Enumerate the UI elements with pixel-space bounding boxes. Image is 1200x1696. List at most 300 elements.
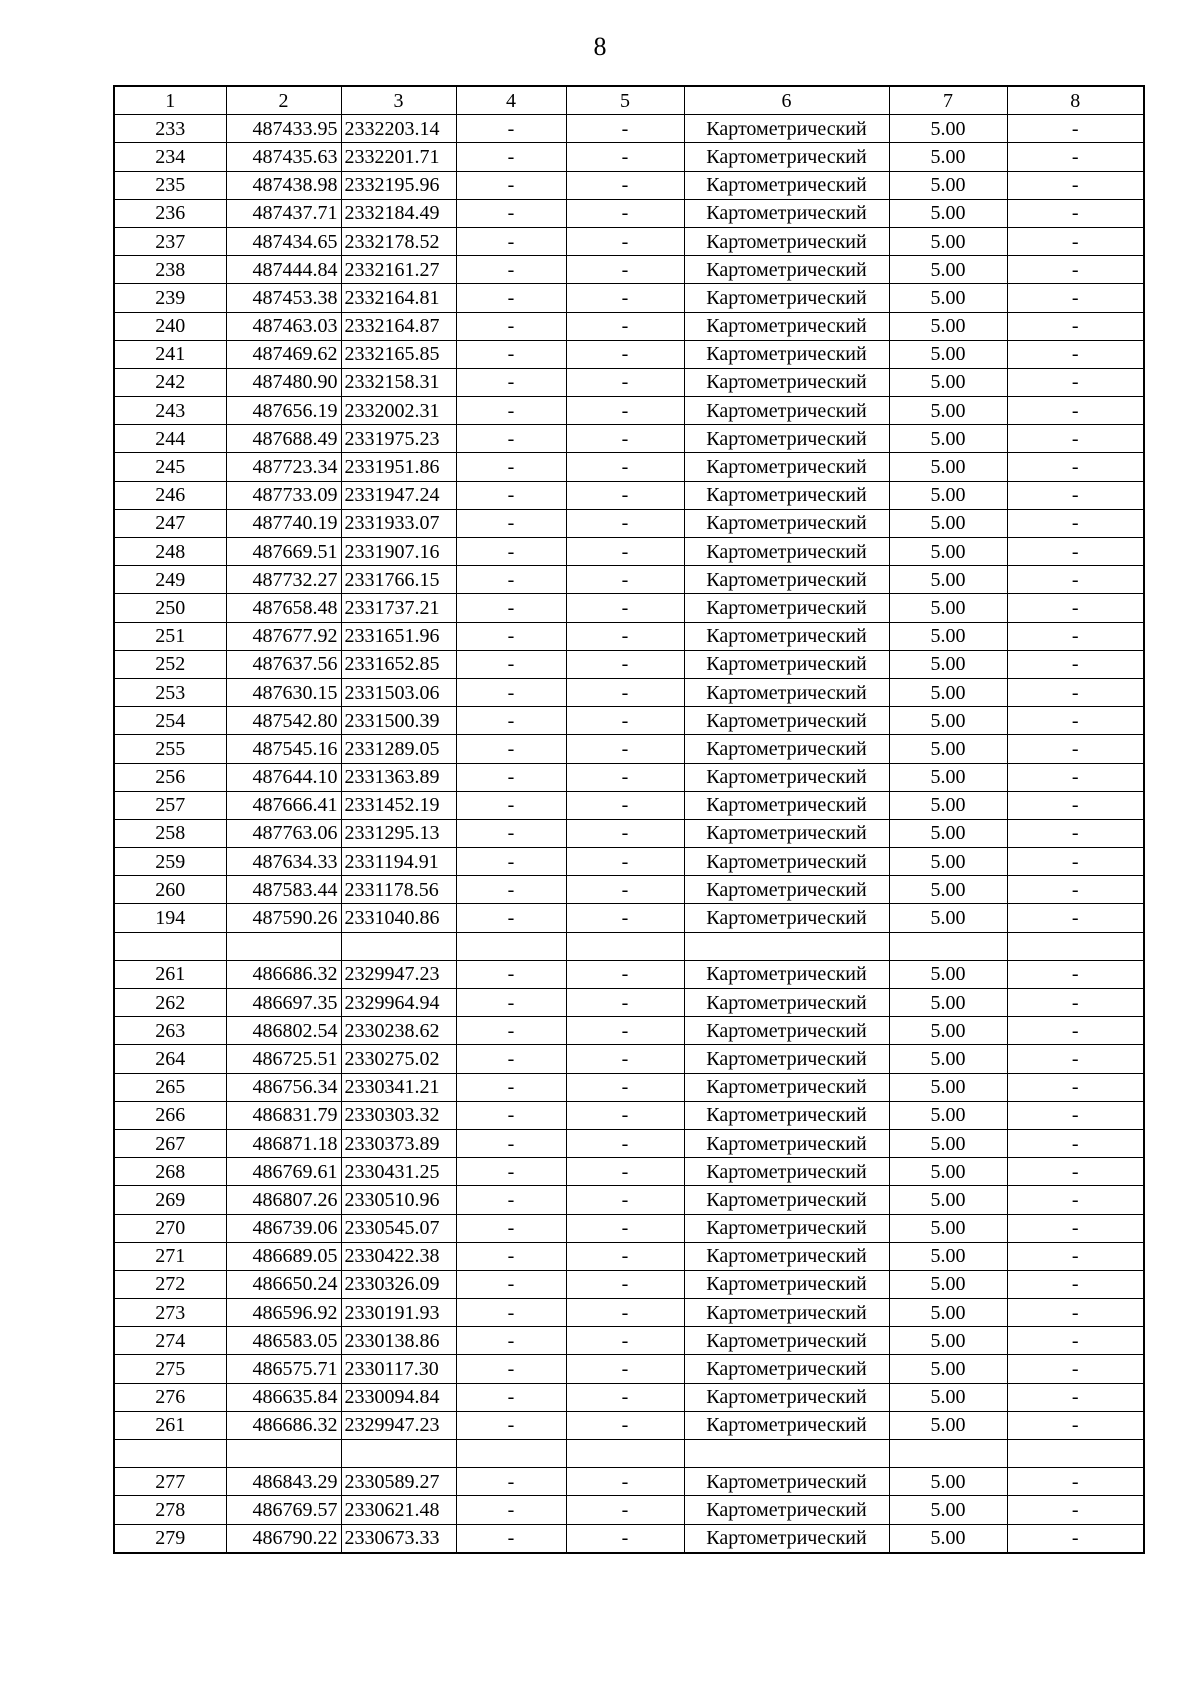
cell-col-4: -	[456, 904, 566, 932]
cell-point-number: 277	[114, 1468, 226, 1496]
cell-coord-y: 2330373.89	[341, 1129, 456, 1157]
cell-method: Картометрический	[684, 1073, 889, 1101]
cell-coord-x: 487656.19	[226, 397, 341, 425]
cell-col-5: -	[566, 678, 684, 706]
table-row	[114, 848, 1144, 876]
cell-col-8: -	[1007, 735, 1144, 763]
cell-col-5: -	[566, 425, 684, 453]
cell-coord-x: 486769.61	[226, 1158, 341, 1186]
cell-col-4: -	[456, 425, 566, 453]
cell-method: Картометрический	[684, 397, 889, 425]
cell-col-5: -	[566, 340, 684, 368]
cell-method: Картометрический	[684, 481, 889, 509]
cell-method: Картометрический	[684, 1101, 889, 1129]
table-row	[114, 1129, 1144, 1157]
cell-point-number: 241	[114, 340, 226, 368]
cell-accuracy: 5.00	[889, 989, 1007, 1017]
cell-point-number: 244	[114, 425, 226, 453]
cell-method: Картометрический	[684, 1158, 889, 1186]
cell-col-4: -	[456, 453, 566, 481]
cell-point-number: 268	[114, 1158, 226, 1186]
cell-col-5: -	[566, 481, 684, 509]
table-row	[114, 1158, 1144, 1186]
cell-accuracy: 5.00	[889, 1299, 1007, 1327]
cell-col-4: -	[456, 1073, 566, 1101]
cell-point-number: 266	[114, 1101, 226, 1129]
cell-accuracy: 5.00	[889, 199, 1007, 227]
table-row	[114, 1327, 1144, 1355]
cell-col-4: -	[456, 312, 566, 340]
cell-col-4: -	[456, 340, 566, 368]
cell-col-5: -	[566, 1496, 684, 1524]
cell-method: Картометрический	[684, 199, 889, 227]
cell-point-number: 240	[114, 312, 226, 340]
cell-col-8: -	[1007, 227, 1144, 255]
cell-accuracy: 5.00	[889, 678, 1007, 706]
cell-point-number	[114, 932, 226, 960]
cell-accuracy: 5.00	[889, 368, 1007, 396]
cell-col-5: -	[566, 284, 684, 312]
cell-coord-x: 486871.18	[226, 1129, 341, 1157]
cell-point-number: 265	[114, 1073, 226, 1101]
cell-point-number: 271	[114, 1242, 226, 1270]
cell-col-4: -	[456, 678, 566, 706]
cell-accuracy: 5.00	[889, 960, 1007, 988]
cell-col-5: -	[566, 1355, 684, 1383]
cell-point-number: 239	[114, 284, 226, 312]
cell-method: Картометрический	[684, 256, 889, 284]
cell-point-number: 243	[114, 397, 226, 425]
cell-accuracy: 5.00	[889, 509, 1007, 537]
cell-coord-y: 2329964.94	[341, 989, 456, 1017]
cell-point-number: 269	[114, 1186, 226, 1214]
cell-col-5: -	[566, 1411, 684, 1439]
cell-point-number: 233	[114, 115, 226, 143]
cell-accuracy: 5.00	[889, 707, 1007, 735]
cell-col-4: -	[456, 594, 566, 622]
cell-col-5: -	[566, 1327, 684, 1355]
cell-method: Картометрический	[684, 594, 889, 622]
cell-method: Картометрический	[684, 707, 889, 735]
cell-col-8: -	[1007, 876, 1144, 904]
cell-col-4: -	[456, 1158, 566, 1186]
cell-method: Картометрический	[684, 989, 889, 1017]
cell-col-5: -	[566, 622, 684, 650]
cell-coord-x: 486689.05	[226, 1242, 341, 1270]
cell-point-number: 267	[114, 1129, 226, 1157]
cell-coord-y: 2332164.81	[341, 284, 456, 312]
table-row	[114, 481, 1144, 509]
cell-coord-y: 2332161.27	[341, 256, 456, 284]
table-row	[114, 1383, 1144, 1411]
cell-coord-y: 2331651.96	[341, 622, 456, 650]
cell-col-8: -	[1007, 481, 1144, 509]
cell-point-number	[114, 1440, 226, 1468]
cell-point-number: 234	[114, 143, 226, 171]
cell-col-4: -	[456, 538, 566, 566]
cell-method: Картометрический	[684, 1468, 889, 1496]
cell-col-5	[566, 1440, 684, 1468]
cell-col-4: -	[456, 1101, 566, 1129]
cell-col-5: -	[566, 171, 684, 199]
cell-method: Картометрический	[684, 848, 889, 876]
cell-col-4: -	[456, 256, 566, 284]
cell-col-4: -	[456, 1327, 566, 1355]
cell-col-4: -	[456, 1129, 566, 1157]
cell-col-5: -	[566, 453, 684, 481]
cell-coord-y	[341, 932, 456, 960]
cell-col-8: -	[1007, 650, 1144, 678]
cell-method: Картометрический	[684, 678, 889, 706]
cell-accuracy: 5.00	[889, 284, 1007, 312]
cell-coord-x: 487453.38	[226, 284, 341, 312]
cell-point-number: 264	[114, 1045, 226, 1073]
cell-col-8: -	[1007, 368, 1144, 396]
cell-col-4: -	[456, 707, 566, 735]
cell-col-5: -	[566, 1045, 684, 1073]
cell-coord-x	[226, 1440, 341, 1468]
cell-coord-y: 2331933.07	[341, 509, 456, 537]
cell-accuracy: 5.00	[889, 566, 1007, 594]
cell-coord-y: 2332203.14	[341, 115, 456, 143]
cell-accuracy: 5.00	[889, 538, 1007, 566]
page-number: 8	[593, 32, 607, 61]
cell-col-8: -	[1007, 1496, 1144, 1524]
cell-coord-x: 486807.26	[226, 1186, 341, 1214]
cell-coord-y: 2330673.33	[341, 1524, 456, 1553]
cell-method: Картометрический	[684, 284, 889, 312]
cell-accuracy: 5.00	[889, 1242, 1007, 1270]
cell-col-5: -	[566, 1524, 684, 1553]
cell-point-number: 270	[114, 1214, 226, 1242]
cell-coord-y: 2329947.23	[341, 960, 456, 988]
cell-point-number: 194	[114, 904, 226, 932]
table-row	[114, 538, 1144, 566]
table-row	[114, 425, 1144, 453]
table-row	[114, 566, 1144, 594]
cell-col-4: -	[456, 1242, 566, 1270]
cell-accuracy: 5.00	[889, 227, 1007, 255]
cell-coord-x: 487480.90	[226, 368, 341, 396]
cell-col-8: -	[1007, 763, 1144, 791]
cell-method: Картометрический	[684, 904, 889, 932]
table-row	[114, 227, 1144, 255]
cell-accuracy: 5.00	[889, 650, 1007, 678]
cell-col-5: -	[566, 876, 684, 904]
cell-col-4: -	[456, 650, 566, 678]
cell-coord-y: 2331975.23	[341, 425, 456, 453]
table-row	[114, 1186, 1144, 1214]
cell-accuracy: 5.00	[889, 1411, 1007, 1439]
cell-col-4: -	[456, 509, 566, 537]
cell-method: Картометрический	[684, 1186, 889, 1214]
cell-coord-y: 2330275.02	[341, 1045, 456, 1073]
cell-point-number: 235	[114, 171, 226, 199]
cell-coord-y	[341, 1440, 456, 1468]
cell-coord-y: 2331040.86	[341, 904, 456, 932]
cell-col-4: -	[456, 1355, 566, 1383]
cell-accuracy: 5.00	[889, 143, 1007, 171]
cell-method: Картометрический	[684, 1270, 889, 1298]
cell-point-number: 274	[114, 1327, 226, 1355]
cell-col-4: -	[456, 1214, 566, 1242]
cell-coord-y: 2331766.15	[341, 566, 456, 594]
cell-col-8: -	[1007, 594, 1144, 622]
cell-point-number: 272	[114, 1270, 226, 1298]
cell-point-number: 250	[114, 594, 226, 622]
header-cell-1: 1	[114, 86, 226, 115]
cell-point-number: 247	[114, 509, 226, 537]
cell-col-8: -	[1007, 1073, 1144, 1101]
table-row	[114, 368, 1144, 396]
cell-method: Картометрический	[684, 960, 889, 988]
table-row	[114, 199, 1144, 227]
cell-coord-x: 487437.71	[226, 199, 341, 227]
cell-col-4: -	[456, 1496, 566, 1524]
cell-coord-y: 2332178.52	[341, 227, 456, 255]
cell-col-8: -	[1007, 171, 1144, 199]
cell-accuracy: 5.00	[889, 453, 1007, 481]
cell-col-5	[566, 932, 684, 960]
cell-col-8	[1007, 932, 1144, 960]
cell-coord-x: 487732.27	[226, 566, 341, 594]
cell-accuracy: 5.00	[889, 1129, 1007, 1157]
cell-col-8: -	[1007, 622, 1144, 650]
cell-method: Картометрический	[684, 1129, 889, 1157]
cell-col-5: -	[566, 115, 684, 143]
cell-coord-y: 2332165.85	[341, 340, 456, 368]
cell-col-5: -	[566, 904, 684, 932]
cell-coord-y: 2331289.05	[341, 735, 456, 763]
cell-coord-x: 487723.34	[226, 453, 341, 481]
cell-col-5: -	[566, 960, 684, 988]
cell-point-number: 237	[114, 227, 226, 255]
cell-col-8: -	[1007, 397, 1144, 425]
cell-point-number: 261	[114, 1411, 226, 1439]
cell-point-number: 276	[114, 1383, 226, 1411]
cell-coord-y: 2330431.25	[341, 1158, 456, 1186]
cell-col-8: -	[1007, 819, 1144, 847]
cell-coord-y: 2330510.96	[341, 1186, 456, 1214]
table-row	[114, 1242, 1144, 1270]
cell-coord-x: 487658.48	[226, 594, 341, 622]
cell-col-5: -	[566, 199, 684, 227]
cell-col-4: -	[456, 763, 566, 791]
cell-accuracy: 5.00	[889, 1524, 1007, 1553]
cell-col-4: -	[456, 1468, 566, 1496]
cell-col-5: -	[566, 397, 684, 425]
cell-col-5: -	[566, 791, 684, 819]
cell-method: Картометрический	[684, 538, 889, 566]
table-row	[114, 1468, 1144, 1496]
table-row	[114, 650, 1144, 678]
cell-col-4: -	[456, 819, 566, 847]
cell-col-5: -	[566, 1299, 684, 1327]
cell-col-5: -	[566, 312, 684, 340]
cell-coord-x: 487677.92	[226, 622, 341, 650]
cell-point-number: 245	[114, 453, 226, 481]
cell-col-4: -	[456, 1411, 566, 1439]
table-row	[114, 904, 1144, 932]
cell-coord-y: 2330545.07	[341, 1214, 456, 1242]
cell-coord-y: 2329947.23	[341, 1411, 456, 1439]
cell-col-4: -	[456, 368, 566, 396]
cell-accuracy: 5.00	[889, 481, 1007, 509]
cell-col-8: -	[1007, 1214, 1144, 1242]
cell-col-4: -	[456, 876, 566, 904]
cell-col-8: -	[1007, 115, 1144, 143]
cell-col-5: -	[566, 256, 684, 284]
cell-point-number: 263	[114, 1017, 226, 1045]
cell-coord-x: 487433.95	[226, 115, 341, 143]
cell-coord-x: 487666.41	[226, 791, 341, 819]
cell-point-number: 275	[114, 1355, 226, 1383]
cell-accuracy: 5.00	[889, 1101, 1007, 1129]
cell-col-8: -	[1007, 1017, 1144, 1045]
cell-col-4: -	[456, 1270, 566, 1298]
cell-accuracy: 5.00	[889, 256, 1007, 284]
cell-coord-y: 2330621.48	[341, 1496, 456, 1524]
cell-coord-x: 486790.22	[226, 1524, 341, 1553]
cell-point-number: 256	[114, 763, 226, 791]
cell-method: Картометрический	[684, 453, 889, 481]
cell-point-number: 259	[114, 848, 226, 876]
table-row	[114, 1355, 1144, 1383]
table-row	[114, 256, 1144, 284]
cell-col-5: -	[566, 707, 684, 735]
cell-point-number: 273	[114, 1299, 226, 1327]
cell-accuracy: 5.00	[889, 1327, 1007, 1355]
cell-accuracy	[889, 932, 1007, 960]
cell-accuracy: 5.00	[889, 791, 1007, 819]
cell-col-4: -	[456, 791, 566, 819]
cell-coord-x: 486575.71	[226, 1355, 341, 1383]
cell-col-8: -	[1007, 1355, 1144, 1383]
cell-col-8: -	[1007, 256, 1144, 284]
cell-accuracy: 5.00	[889, 1017, 1007, 1045]
cell-coord-y: 2331363.89	[341, 763, 456, 791]
cell-col-8: -	[1007, 199, 1144, 227]
cell-coord-y: 2332158.31	[341, 368, 456, 396]
table-row	[114, 932, 1144, 960]
table-row	[114, 509, 1144, 537]
cell-method: Картометрический	[684, 1017, 889, 1045]
cell-accuracy: 5.00	[889, 1468, 1007, 1496]
cell-col-4: -	[456, 284, 566, 312]
cell-accuracy: 5.00	[889, 1214, 1007, 1242]
cell-coord-y: 2331452.19	[341, 791, 456, 819]
cell-coord-y: 2330117.30	[341, 1355, 456, 1383]
cell-coord-x: 486635.84	[226, 1383, 341, 1411]
cell-col-8: -	[1007, 1129, 1144, 1157]
cell-col-5: -	[566, 763, 684, 791]
header-cell-3: 3	[341, 86, 456, 115]
cell-coord-x: 487463.03	[226, 312, 341, 340]
cell-point-number: 238	[114, 256, 226, 284]
cell-col-8: -	[1007, 538, 1144, 566]
cell-coord-y: 2332184.49	[341, 199, 456, 227]
cell-col-4: -	[456, 960, 566, 988]
cell-coord-y: 2331500.39	[341, 707, 456, 735]
cell-accuracy: 5.00	[889, 1270, 1007, 1298]
cell-method: Картометрический	[684, 1411, 889, 1439]
cell-col-5: -	[566, 735, 684, 763]
cell-method: Картометрический	[684, 368, 889, 396]
cell-accuracy: 5.00	[889, 735, 1007, 763]
cell-col-5: -	[566, 368, 684, 396]
cell-col-4: -	[456, 199, 566, 227]
cell-col-4	[456, 1440, 566, 1468]
table-row	[114, 707, 1144, 735]
cell-coord-x: 487545.16	[226, 735, 341, 763]
cell-method: Картометрический	[684, 509, 889, 537]
cell-col-8	[1007, 1440, 1144, 1468]
table-row	[114, 284, 1144, 312]
cell-coord-x: 487469.62	[226, 340, 341, 368]
cell-accuracy: 5.00	[889, 848, 1007, 876]
cell-accuracy: 5.00	[889, 1186, 1007, 1214]
cell-coord-x: 486596.92	[226, 1299, 341, 1327]
cell-coord-x: 487542.80	[226, 707, 341, 735]
cell-col-5: -	[566, 1073, 684, 1101]
cell-point-number: 236	[114, 199, 226, 227]
cell-accuracy: 5.00	[889, 171, 1007, 199]
header-cell-2: 2	[226, 86, 341, 115]
cell-coord-y: 2330094.84	[341, 1383, 456, 1411]
cell-col-4: -	[456, 143, 566, 171]
cell-col-8: -	[1007, 1468, 1144, 1496]
cell-col-5: -	[566, 1242, 684, 1270]
cell-col-5: -	[566, 848, 684, 876]
cell-col-8: -	[1007, 509, 1144, 537]
cell-col-4: -	[456, 227, 566, 255]
table-row	[114, 312, 1144, 340]
cell-col-4: -	[456, 848, 566, 876]
table-row	[114, 1440, 1144, 1468]
cell-col-5: -	[566, 594, 684, 622]
cell-col-5: -	[566, 143, 684, 171]
cell-coord-y: 2331194.91	[341, 848, 456, 876]
cell-method: Картометрический	[684, 340, 889, 368]
cell-point-number: 257	[114, 791, 226, 819]
cell-point-number: 261	[114, 960, 226, 988]
cell-col-8: -	[1007, 340, 1144, 368]
cell-coord-x	[226, 932, 341, 960]
cell-coord-y: 2330422.38	[341, 1242, 456, 1270]
cell-method: Картометрический	[684, 115, 889, 143]
cell-point-number: 260	[114, 876, 226, 904]
cell-coord-y: 2330238.62	[341, 1017, 456, 1045]
cell-col-4: -	[456, 1524, 566, 1553]
cell-method	[684, 932, 889, 960]
table-row	[114, 763, 1144, 791]
cell-coord-x: 487733.09	[226, 481, 341, 509]
cell-accuracy: 5.00	[889, 594, 1007, 622]
cell-coord-x: 487438.98	[226, 171, 341, 199]
cell-accuracy: 5.00	[889, 397, 1007, 425]
cell-method: Картометрический	[684, 1524, 889, 1553]
coordinates-table	[113, 85, 1145, 1554]
cell-accuracy: 5.00	[889, 1073, 1007, 1101]
cell-coord-x: 487583.44	[226, 876, 341, 904]
cell-col-8: -	[1007, 1411, 1144, 1439]
table-row	[114, 1299, 1144, 1327]
cell-coord-x: 486802.54	[226, 1017, 341, 1045]
cell-accuracy: 5.00	[889, 819, 1007, 847]
cell-accuracy	[889, 1440, 1007, 1468]
cell-coord-x: 487644.10	[226, 763, 341, 791]
cell-coord-y: 2330326.09	[341, 1270, 456, 1298]
